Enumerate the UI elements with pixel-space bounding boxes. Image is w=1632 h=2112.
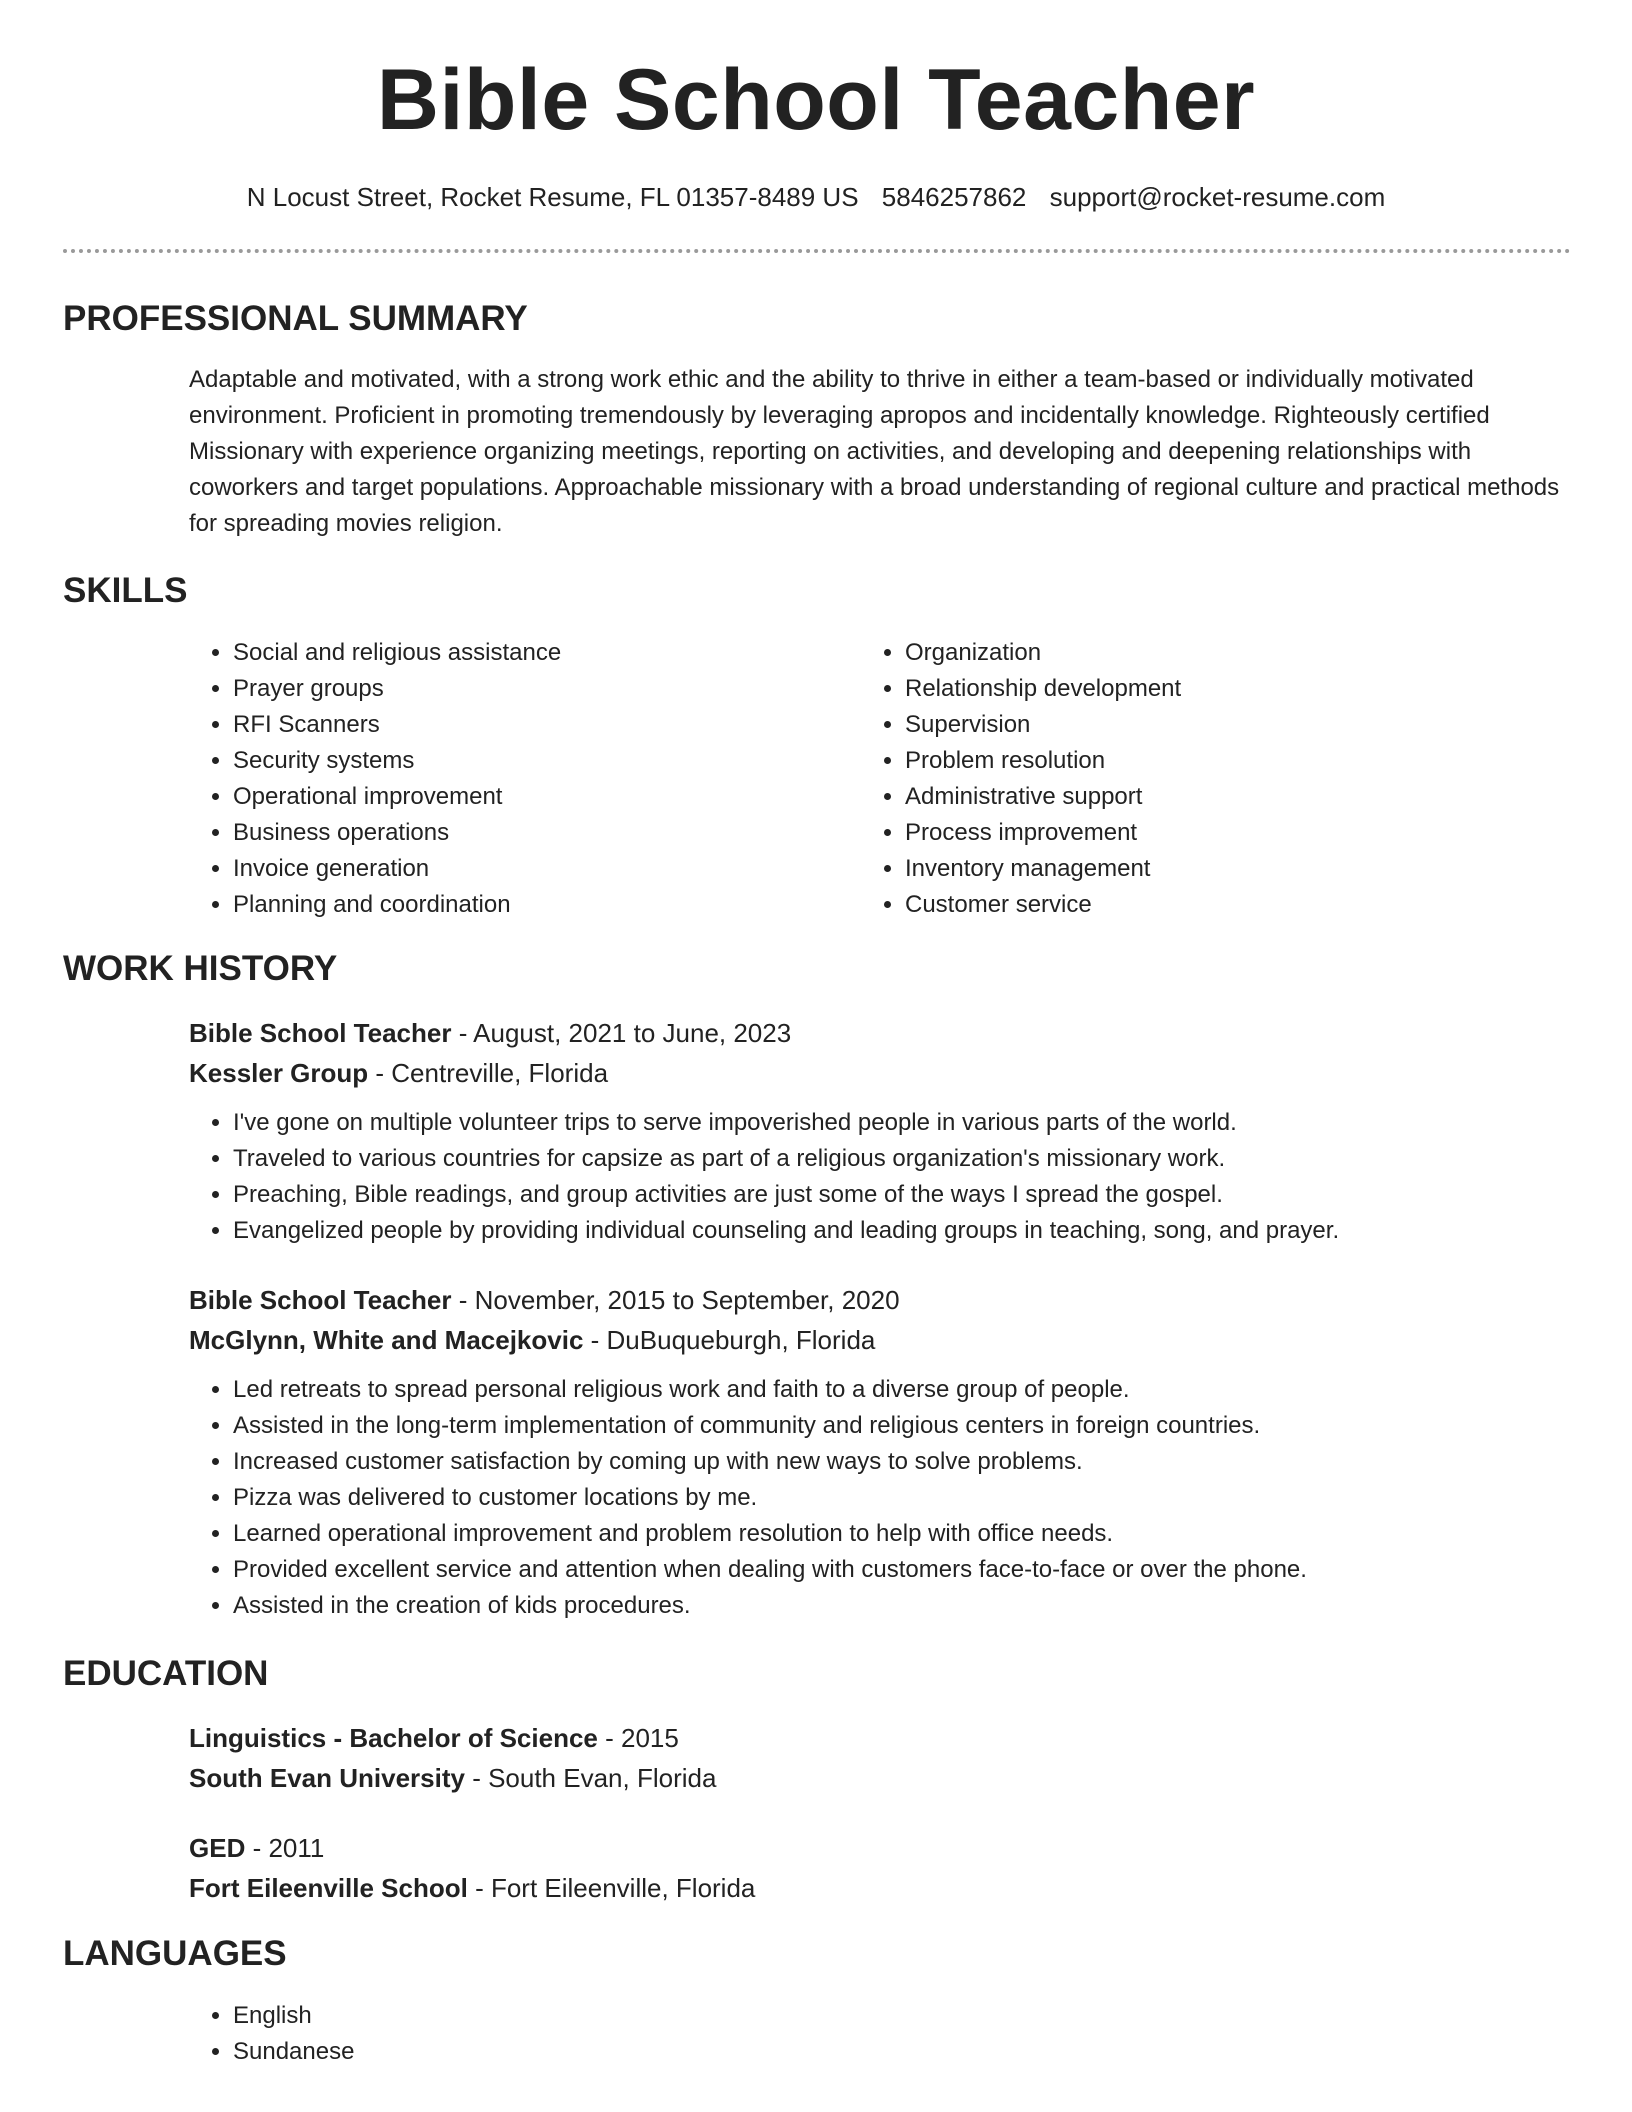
skill-item: • Customer service (905, 887, 1481, 923)
section-title-work: WORK HISTORY (63, 949, 338, 988)
job-company: Kessler Group (189, 1058, 369, 1088)
degree-year: - 2015 (597, 1723, 679, 1753)
languages-list (189, 1998, 1569, 2070)
job-company-line (189, 1053, 1569, 1093)
skill-item: • Operational improvement (233, 779, 809, 815)
job-bullet: • Increased customer satisfaction by coming up with new ways to solve problems. (233, 1444, 1569, 1480)
skills-column-left (189, 635, 809, 923)
skill-item: • Planning and coordination (233, 887, 809, 923)
job-bullet: • Led retreats to spread personal religious work and faith to a diverse group of people. (233, 1372, 1569, 1408)
skill-item: • Invoice generation (233, 851, 809, 887)
job-title: Bible School Teacher (189, 1285, 452, 1315)
job-bullet: • Pizza was delivered to customer locations by me. (233, 1480, 1569, 1516)
job-company-line (189, 1320, 1569, 1360)
job-bullet: • Assisted in the long-term implementation of community and religious centers in foreign countries. (233, 1408, 1569, 1444)
skill-item: • Relationship development (905, 671, 1481, 707)
contact-address: N Locust Street, Rocket Resume, FL 01357-8489 US (246, 182, 859, 212)
job-dates: - August, 2021 to June, 2023 (451, 1018, 792, 1048)
language-item: • Sundanese (233, 2034, 1569, 2070)
skill-item: • Supervision (905, 707, 1481, 743)
degree-line (189, 1718, 1569, 1758)
contact-line (0, 180, 1632, 214)
skill-item: • Administrative support (905, 779, 1481, 815)
degree-year: - 2011 (245, 1833, 325, 1863)
job-location: - Centreville, Florida (368, 1058, 609, 1088)
job-entry (189, 1280, 1569, 1624)
skill-item: • Security systems (233, 743, 809, 779)
school-location: - South Evan, Florida (464, 1763, 717, 1793)
school-line (189, 1758, 1569, 1798)
contact-email: support@rocket-resume.com (1049, 182, 1386, 212)
header-divider (63, 249, 1571, 253)
job-title-line (189, 1280, 1569, 1320)
school: South Evan University (189, 1763, 465, 1793)
job-bullets (189, 1372, 1569, 1624)
job-company: McGlynn, White and Macejkovic (189, 1325, 584, 1355)
skills-column-right (861, 635, 1481, 923)
education-entry (189, 1718, 1569, 1798)
job-bullet: • Evangelized people by providing individual counseling and leading groups in teaching, song, and prayer. (233, 1213, 1569, 1249)
job-bullets (189, 1105, 1569, 1249)
job-entry (189, 1013, 1569, 1249)
school: Fort Eileenville School (189, 1873, 468, 1903)
skill-item: • Inventory management (905, 851, 1481, 887)
school-location: - Fort Eileenville, Florida (467, 1873, 756, 1903)
degree: Linguistics - Bachelor of Science (189, 1723, 598, 1753)
job-location: - DuBuqueburgh, Florida (583, 1325, 876, 1355)
education-entry (189, 1828, 1569, 1908)
job-bullet: • Provided excellent service and attention when dealing with customers face-to-face or over the phone. (233, 1552, 1569, 1588)
skill-item: • Organization (905, 635, 1481, 671)
job-bullet: • I've gone on multiple volunteer trips to serve impoverished people in various parts of the world. (233, 1105, 1569, 1141)
degree: GED (189, 1833, 246, 1863)
language-item: • English (233, 1998, 1569, 2034)
skill-item: • Process improvement (905, 815, 1481, 851)
skill-item: • Prayer groups (233, 671, 809, 707)
skill-item: • RFI Scanners (233, 707, 809, 743)
job-title-line (189, 1013, 1569, 1053)
skill-item: • Problem resolution (905, 743, 1481, 779)
section-title-languages: LANGUAGES (63, 1934, 287, 1973)
job-title: Bible School Teacher (189, 1018, 452, 1048)
job-dates: - November, 2015 to September, 2020 (451, 1285, 900, 1315)
job-bullet: • Assisted in the creation of kids procedures. (233, 1588, 1569, 1624)
school-line (189, 1868, 1569, 1908)
job-bullet: • Traveled to various countries for capsize as part of a religious organization's missionary work. (233, 1141, 1569, 1177)
skill-item: • Social and religious assistance (233, 635, 809, 671)
degree-line (189, 1828, 1569, 1868)
skill-item: • Business operations (233, 815, 809, 851)
contact-phone: 5846257862 (881, 182, 1027, 212)
job-bullet: • Preaching, Bible readings, and group activities are just some of the ways I spread the gospel. (233, 1177, 1569, 1213)
section-title-education: EDUCATION (63, 1654, 269, 1693)
section-title-summary: PROFESSIONAL SUMMARY (63, 299, 528, 338)
section-title-skills: SKILLS (63, 571, 188, 610)
job-bullet: • Learned operational improvement and problem resolution to help with office needs. (233, 1516, 1569, 1552)
summary-text: Adaptable and motivated, with a strong work ethic and the ability to thrive in either a team-based or individually motivated environment. Proficient in promoting tremendously by leveraging apropos and incidentally knowledge. Righteously certified Missionary with experience organizing meetings, reporting on activities, and developing and deepening relationships with coworkers and target populations. Approachable missionary with a broad understanding of regional culture and practical methods for spreading movies religion. (189, 366, 1560, 537)
resume-name: Bible School Teacher (376, 52, 1256, 148)
